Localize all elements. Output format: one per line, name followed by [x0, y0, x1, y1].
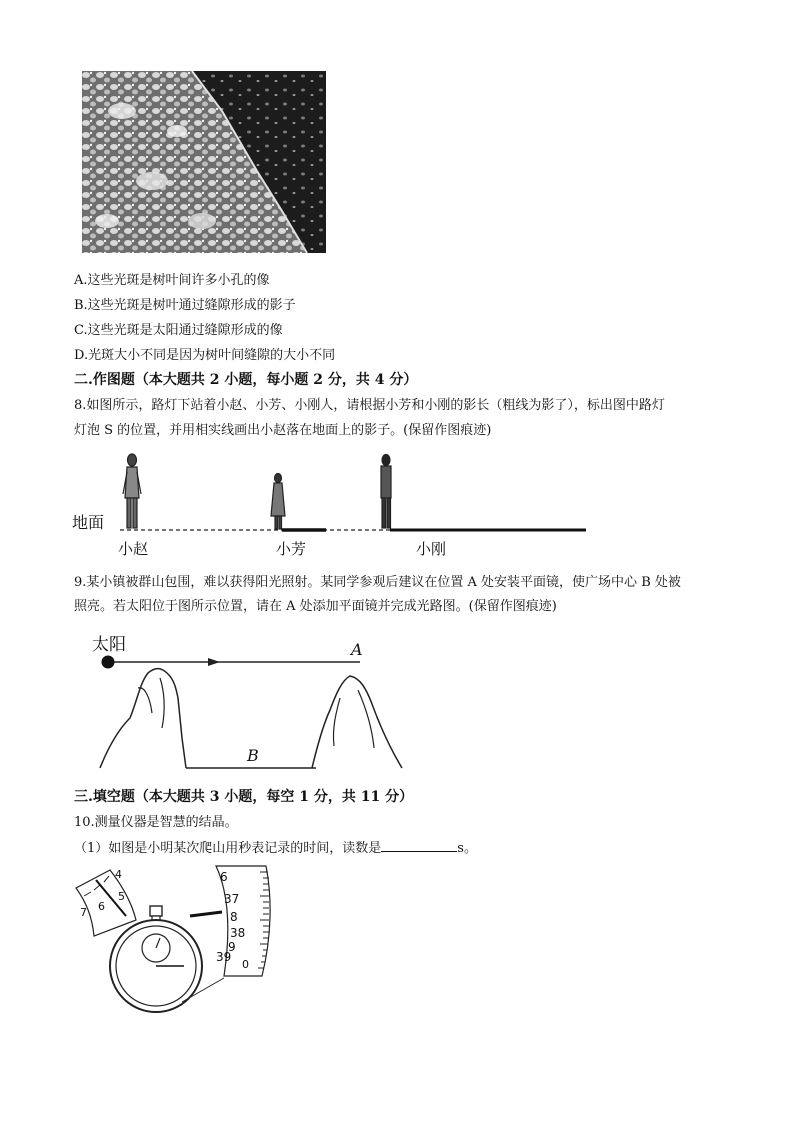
- large-dial-label-9: 9: [228, 940, 236, 954]
- q10-sub1-unit: s。: [457, 841, 477, 856]
- ray-arrow-icon: [208, 658, 220, 666]
- sun-icon: [102, 656, 115, 669]
- q8-line-2: 灯泡 S 的位置，并用相实线画出小赵落在地面上的影子。(保留作图痕迹): [74, 423, 492, 438]
- section-2-heading: 二.作图题（本大题共 2 小题，每小题 2 分，共 4 分）: [74, 372, 418, 388]
- q9-line-1: 9.某小镇被群山包围，难以获得阳光照射。某同学参观后建议在位置 A 处安装平面镜，使广场中心 B 处被: [74, 575, 681, 590]
- small-dial-label-5: 5: [118, 890, 125, 903]
- large-dial-label-8: 8: [230, 910, 238, 924]
- point-b-label: B: [247, 746, 259, 765]
- q9-mountain-diagram: [90, 628, 410, 776]
- section-3-heading: 三.填空题（本大题共 3 小题，每空 1 分，共 11 分）: [74, 789, 414, 805]
- option-b: B.这些光斑是树叶通过缝隙形成的影子: [74, 298, 296, 313]
- large-dial-label-37: 37: [224, 892, 240, 906]
- large-dial-label-6: 6: [220, 870, 228, 884]
- large-dial-label-38: 38: [230, 926, 246, 940]
- label-xiaozhao: 小赵: [118, 540, 149, 558]
- tree-shadow-photo: [82, 71, 326, 253]
- q8-line-1: 8.如图所示，路灯下站着小赵、小芳、小刚人，请根据小芳和小刚的影长（粗线为影了），标出图中路灯: [74, 398, 665, 413]
- stopwatch-figure: [74, 866, 276, 1020]
- option-a: A.这些光斑是树叶间许多小孔的像: [74, 273, 270, 288]
- q9-line-2: 照亮。若太阳位于图所示位置，请在 A 处添加平面镜并完成光路图。(保留作图痕迹): [74, 599, 557, 614]
- label-xiaofang: 小芳: [276, 540, 307, 558]
- person-xiaozhao: [123, 454, 141, 528]
- photo-texture: [82, 71, 326, 253]
- right-mountain: [312, 676, 402, 768]
- option-c: C.这些光斑是太阳通过缝隙形成的像: [74, 323, 283, 338]
- ground-label: 地面: [72, 513, 105, 532]
- left-mountain: [100, 669, 186, 768]
- q10-intro: 10.测量仪器是智慧的结晶。: [74, 815, 238, 830]
- label-xiaogang: 小刚: [416, 540, 447, 558]
- q10-sub1-text: （1）如图是小明某次爬山用秒表记录的时间，读数是: [74, 841, 382, 856]
- small-dial-label-6: 6: [98, 900, 105, 913]
- large-dial-label-0: 0: [242, 958, 249, 971]
- person-xiaogang: [381, 455, 391, 529]
- option-d: D.光斑大小不同是因为树叶间缝隙的大小不同: [74, 348, 336, 363]
- q10-sub1: [74, 838, 477, 858]
- answer-blank[interactable]: [381, 838, 457, 852]
- small-dial-label-4: 4: [115, 868, 122, 881]
- stopwatch-crown: [150, 906, 162, 916]
- large-dial-label-39: 39: [216, 950, 232, 964]
- sun-label: 太阳: [92, 635, 126, 655]
- point-a-label: A: [351, 640, 363, 659]
- person-xiaofang: [271, 474, 285, 530]
- q8-streetlight-diagram: [70, 450, 590, 562]
- small-dial-label-7: 7: [80, 906, 87, 919]
- large-dial-pointer: [190, 912, 222, 916]
